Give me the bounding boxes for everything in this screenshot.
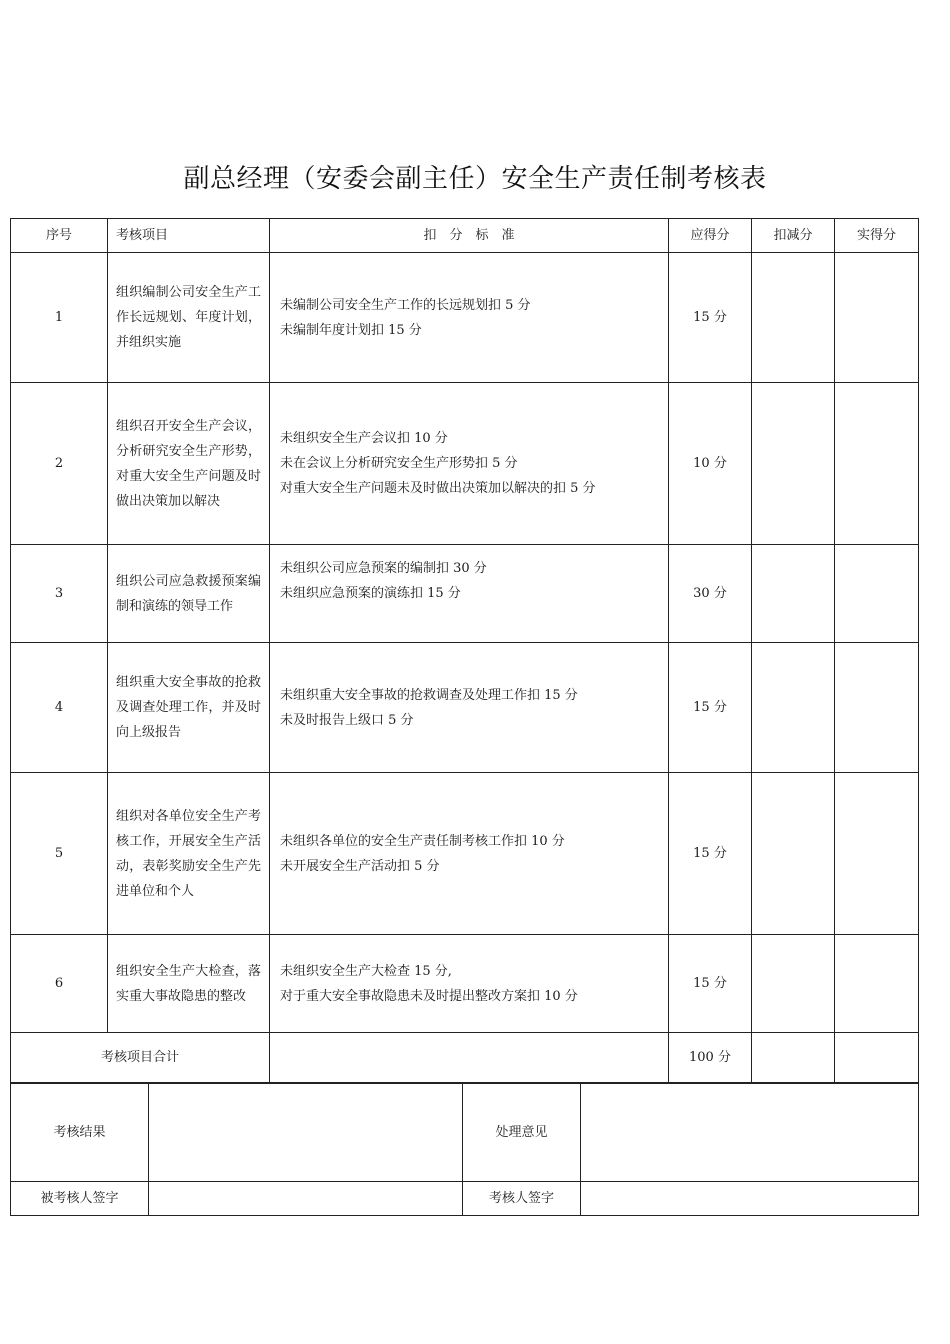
criteria-line: 未组织各单位的安全生产责任制考核工作扣 10 分 — [280, 833, 565, 849]
row-item: 组织公司应急救援预案编制和演练的领导工作 — [108, 545, 270, 643]
opinion-field[interactable] — [581, 1084, 919, 1182]
criteria-line: 未开展安全生产活动扣 5 分 — [280, 858, 440, 874]
criteria-line: 未及时报告上级口 5 分 — [280, 712, 414, 728]
header-item: 考核项目 — [108, 219, 270, 253]
total-due-score: 100 分 — [669, 1033, 752, 1083]
row-due-score: 15 分 — [669, 773, 752, 935]
row-due-score: 15 分 — [669, 643, 752, 773]
row-due-score: 10 分 — [669, 383, 752, 545]
row-criteria — [270, 383, 669, 545]
row-criteria — [270, 643, 669, 773]
row-seq: 1 — [11, 253, 108, 383]
row-seq: 6 — [11, 935, 108, 1033]
criteria-line: 未组织公司应急预案的编制扣 30 分 — [280, 561, 487, 576]
total-actual-score[interactable] — [835, 1033, 919, 1083]
criteria-line: 未组织应急预案的演练扣 15 分 — [280, 586, 461, 601]
opinion-label: 处理意见 — [463, 1084, 581, 1182]
row-criteria — [270, 935, 669, 1033]
row-actual-score[interactable] — [835, 253, 919, 383]
assessment-table — [10, 218, 919, 1083]
examiner-sign-label: 考核人签字 — [463, 1182, 581, 1216]
row-seq: 5 — [11, 773, 108, 935]
row-actual-score[interactable] — [835, 773, 919, 935]
total-label: 考核项目合计 — [11, 1033, 270, 1083]
examinee-sign-field[interactable] — [149, 1182, 463, 1216]
page-title: 副总经理（安委会副主任）安全生产责任制考核表 — [183, 164, 767, 194]
row-seq: 4 — [11, 643, 108, 773]
total-row — [11, 1033, 919, 1083]
criteria-line: 未组织安全生产大检查 15 分, — [280, 963, 452, 979]
row-item: 组织召开安全生产会议，分析研究安全生产形势，对重大安全生产问题及时做出决策加以解决 — [108, 383, 270, 545]
row-criteria — [270, 545, 669, 643]
total-criteria — [270, 1033, 669, 1083]
row-deduct-score[interactable] — [752, 643, 835, 773]
examinee-sign-label: 被考核人签字 — [11, 1182, 149, 1216]
criteria-line: 未编制公司安全生产工作的长远规划扣 5 分 — [280, 297, 531, 313]
header-actual-score: 实得分 — [835, 219, 919, 253]
result-label: 考核结果 — [11, 1084, 149, 1182]
row-actual-score[interactable] — [835, 545, 919, 643]
row-criteria — [270, 773, 669, 935]
row-item: 组织对各单位安全生产考核工作，开展安全生产活动，表彰奖励安全生产先进单位和个人 — [108, 773, 270, 935]
table-row — [11, 383, 919, 545]
row-actual-score[interactable] — [835, 643, 919, 773]
row-deduct-score[interactable] — [752, 545, 835, 643]
row-deduct-score[interactable] — [752, 383, 835, 545]
row-deduct-score[interactable] — [752, 253, 835, 383]
result-field[interactable] — [149, 1084, 463, 1182]
row-seq: 3 — [11, 545, 108, 643]
header-criteria: 扣 分 标 准 — [270, 219, 669, 253]
header-deduct-score: 扣减分 — [752, 219, 835, 253]
header-row — [11, 219, 919, 253]
header-seq: 序号 — [11, 219, 108, 253]
table-row — [11, 643, 919, 773]
row-due-score: 30 分 — [669, 545, 752, 643]
row-deduct-score[interactable] — [752, 773, 835, 935]
criteria-line: 对于重大安全事故隐患未及时提出整改方案扣 10 分 — [280, 988, 578, 1004]
row-due-score: 15 分 — [669, 253, 752, 383]
total-deduct-score[interactable] — [752, 1033, 835, 1083]
row-actual-score[interactable] — [835, 935, 919, 1033]
row-item: 组织编制公司安全生产工作长远规划、年度计划，并组织实施 — [108, 253, 270, 383]
row-item: 组织安全生产大检查，落实重大事故隐患的整改 — [108, 935, 270, 1033]
table-row — [11, 935, 919, 1033]
criteria-line: 对重大安全生产问题未及时做出决策加以解决的扣 5 分 — [280, 481, 596, 496]
criteria-line: 未组织安全生产会议扣 10 分 — [280, 431, 448, 446]
row-due-score: 15 分 — [669, 935, 752, 1033]
result-row — [11, 1084, 919, 1182]
criteria-line: 未在会议上分析研究安全生产形势扣 5 分 — [280, 456, 518, 471]
criteria-line: 未组织重大安全事故的抢救调查及处理工作扣 15 分 — [280, 687, 578, 703]
signature-row — [11, 1182, 919, 1216]
row-criteria — [270, 253, 669, 383]
row-deduct-score[interactable] — [752, 935, 835, 1033]
table-row — [11, 545, 919, 643]
criteria-line: 未编制年度计划扣 15 分 — [280, 322, 422, 338]
signature-table — [10, 1083, 919, 1216]
examiner-sign-field[interactable] — [581, 1182, 919, 1216]
table-row — [11, 253, 919, 383]
table-row — [11, 773, 919, 935]
row-seq: 2 — [11, 383, 108, 545]
row-actual-score[interactable] — [835, 383, 919, 545]
header-due-score: 应得分 — [669, 219, 752, 253]
row-item: 组织重大安全事故的抢救及调查处理工作，并及时向上级报告 — [108, 643, 270, 773]
